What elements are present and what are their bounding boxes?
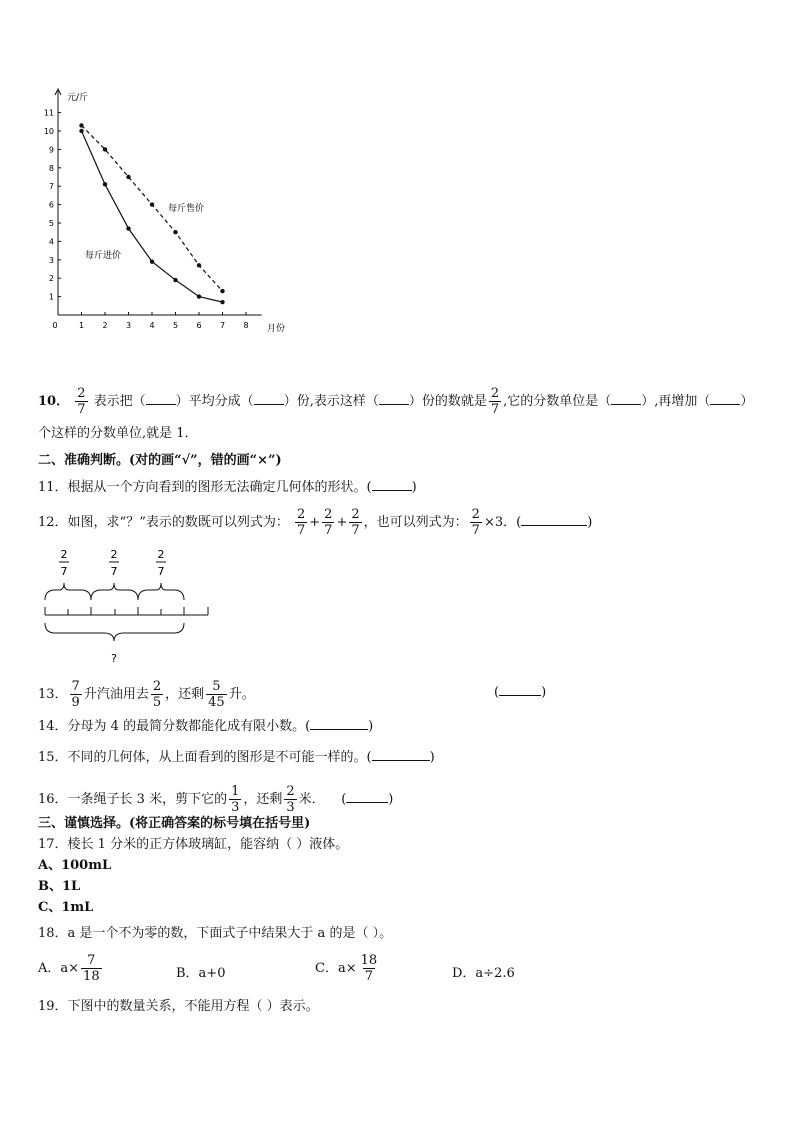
question-18: 18．a 是一个不为零的数，下面式子中结果大于 a 的是（ ）。 — [38, 926, 393, 941]
x-tick-label: 7 — [219, 321, 226, 330]
question-16: 16．一条绳子长 3 米，剪下它的 $\frac{1}{3}$ ，还剩 $\frac{2}{3}$ 米． ( ) — [38, 784, 394, 815]
chart-axes — [55, 89, 262, 315]
series-label-sell: 每斤售价 — [168, 204, 205, 214]
y-tick-label: 9 — [48, 145, 54, 155]
q18-option-d: D．a÷2.6 — [452, 966, 515, 981]
answer-blank[interactable] — [372, 478, 412, 491]
x-tick-label: 4 — [149, 321, 155, 330]
y-tick-label: 8 — [48, 163, 54, 173]
diagram-frac-1-n: 2 — [60, 548, 68, 561]
data-point — [150, 202, 154, 206]
answer-blank[interactable] — [521, 513, 587, 526]
y-tick-label: 2 — [48, 274, 54, 284]
data-point — [220, 289, 224, 293]
y-tick-label: 1 — [48, 292, 54, 302]
fraction-segment-diagram — [38, 545, 218, 670]
y-tick-label: 5 — [48, 219, 54, 228]
series-label-buy: 每斤进价 — [85, 251, 122, 261]
q18-option-b: B．a+0 — [176, 966, 226, 981]
x-tick-label: 5 — [172, 321, 179, 330]
q17-option-a: A、100mL — [38, 858, 112, 873]
answer-blank[interactable] — [146, 392, 176, 405]
data-point — [220, 300, 224, 304]
y-tick-label: 11 — [43, 108, 54, 118]
data-point — [173, 278, 177, 282]
answer-blank[interactable] — [254, 392, 284, 405]
section-2-title: 二、准确判断。(对的画“√”，错的画“×”) — [38, 453, 282, 468]
data-point — [126, 226, 130, 230]
diagram-frac-3-n: 2 — [157, 548, 165, 561]
y-axis-label: 元/斤 — [67, 93, 89, 103]
diagram-frac-2-d: 7 — [110, 565, 118, 578]
answer-blank[interactable] — [372, 748, 430, 761]
q10-number: 10． — [38, 394, 70, 409]
question-10: 10． $\frac{2}{7}$ 表示把（ ）平均分成（ ）份,表示这样（ ）份的数就是 $\frac{2}{7}$ ,它的分数单位是（ ）,再增加（ ） — [38, 386, 754, 417]
x-tick-label: 3 — [125, 321, 132, 330]
x-tick-label: 6 — [196, 321, 202, 330]
y-tick-label: 10 — [43, 127, 54, 136]
diagram-question-mark: ? — [111, 652, 117, 665]
data-point — [79, 129, 83, 133]
q13-answer: ( ) — [494, 685, 547, 700]
data-point — [103, 182, 107, 186]
question-12: 12．如图，求“？”表示的数既可以列式为： $\frac{2}{7}$ + $\frac{2}{7}$ + $\frac{2}{7}$ ，也可以列式为： $\frac{2}{7}$ ×3．( ) — [38, 507, 593, 538]
question-15: 15．不同的几何体，从上面看到的图形是不可能一样的。( ) — [38, 750, 435, 765]
chart-ticks — [44, 109, 249, 330]
question-13: 13． $\frac{7}{9}$ 升汽油用去 $\frac{2}{5}$ ，还剩 $\frac{5}{45}$ 升。 — [38, 679, 255, 710]
data-point — [173, 230, 177, 234]
answer-blank[interactable] — [611, 392, 641, 405]
buy-price-line — [82, 131, 223, 302]
section-3-title: 三、谨慎选择。(将正确答案的标号填在括号里) — [38, 816, 311, 831]
answer-blank[interactable] — [710, 392, 740, 405]
question-17: 17．棱长 1 分米的正方体玻璃缸，能容纳（ ）液体。 — [38, 837, 349, 852]
data-point — [197, 294, 201, 298]
q10-continuation: 个这样的分数单位,就是 1． — [38, 426, 198, 441]
q18-option-c: C．a× $\frac{18}{7}$ — [315, 953, 378, 984]
question-19: 19．下图中的数量关系，不能用方程（ ）表示。 — [38, 999, 319, 1014]
q10-frac-b: $\frac{2}{7}$ — [490, 386, 500, 417]
y-tick-label: 6 — [48, 200, 54, 210]
data-point — [79, 123, 83, 127]
y-tick-label: 3 — [48, 255, 54, 265]
diagram-frac-1-d: 7 — [60, 565, 68, 578]
question-11: 11．根据从一个方向看到的图形无法确定几何体的形状。( ) — [38, 480, 417, 495]
y-tick-label: 4 — [48, 237, 54, 247]
price-line-chart — [40, 85, 300, 345]
answer-blank[interactable] — [310, 717, 368, 730]
x-axis-label: 月份 — [267, 324, 286, 334]
q17-option-b: B、1L — [38, 879, 81, 894]
x-tick-label: 0 — [52, 321, 58, 330]
diagram-frac-3-d: 7 — [157, 565, 165, 578]
data-point — [150, 259, 154, 263]
answer-blank[interactable] — [346, 790, 388, 803]
diagram-frac-2-n: 2 — [110, 548, 118, 561]
q17-option-c: C、1mL — [38, 900, 94, 915]
data-point — [126, 175, 130, 179]
answer-blank[interactable] — [499, 683, 541, 696]
answer-blank[interactable] — [379, 392, 409, 405]
x-tick-label: 1 — [78, 321, 85, 330]
x-tick-label: 8 — [243, 321, 249, 330]
question-14: 14．分母为 4 的最简分数都能化成有限小数。( ) — [38, 719, 374, 734]
data-point — [103, 147, 107, 151]
data-point — [197, 263, 201, 267]
q18-option-a: A．a× $\frac{7}{18}$ — [38, 953, 100, 984]
q10-frac-a: $\frac{2}{7}$ — [77, 386, 86, 417]
x-tick-label: 2 — [102, 321, 108, 330]
y-tick-label: 7 — [48, 182, 54, 192]
